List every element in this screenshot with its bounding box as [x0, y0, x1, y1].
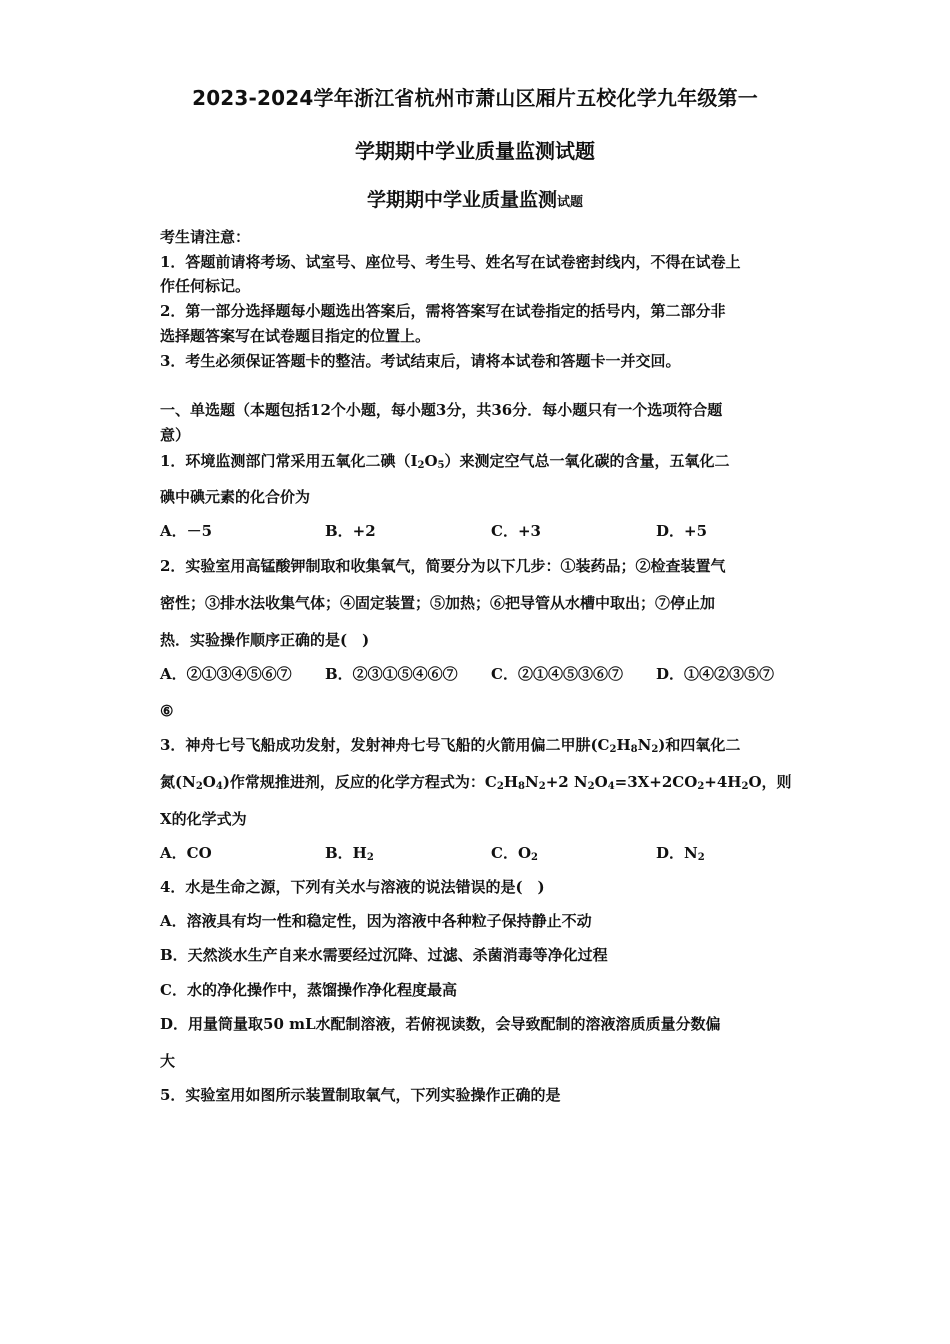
q2-option-d: D．①④②③⑤⑦ [656, 665, 775, 683]
q3-option-a: A．CO [160, 844, 212, 862]
q3-text-a [160, 734, 800, 756]
exam-title-line1: 2023-2024学年浙江省杭州市萧山区厢片五校化学九年级第一 [192, 86, 758, 110]
q1-option-b: B．+2 [325, 522, 376, 540]
q3-b-s8: 2 [697, 781, 705, 792]
q3-b-s1: 2 [195, 781, 203, 792]
q3-b-s3: 2 [496, 781, 504, 792]
q3-a-s1: 2 [609, 744, 617, 755]
q3-option-b-sub: 2 [366, 852, 374, 863]
q3-a4: )和四氧化二 [658, 736, 741, 754]
q3-b-s7: 4 [607, 781, 615, 792]
section1-heading-b: 意） [160, 426, 191, 444]
q2-text-a: 2．实验室用高锰酸钾制取和收集氧气，简要分为以下几步：①装药品；②检查装置气 [160, 557, 726, 575]
q3-b6: +2 N [545, 773, 588, 791]
q3-text-c: X的化学式为 [160, 810, 247, 828]
q2-option-c: C．②①④⑤③⑥⑦ [491, 665, 623, 683]
q2-text-b: 密性；③排水法收集气体；④固定装置；⑤加热；⑥把导管从水槽中取出；⑦停止加 [160, 594, 716, 612]
q4-option-c: C．水的净化操作中，蒸馏操作净化程度最高 [160, 981, 457, 999]
q3-a-s3: 2 [651, 744, 659, 755]
q3-a-s2: 8 [630, 744, 638, 755]
notice-item1-a: 1．答题前请将考场、试室号、座位号、考生号、姓名写在试卷密封线内，不得在试卷上 [160, 253, 741, 271]
q3-option-d [656, 842, 705, 864]
notice-item2-b: 选择题答案写在试卷题目指定的位置上。 [160, 327, 431, 345]
q3-option-d-sub: 2 [697, 852, 705, 863]
q1-option-c: C．+3 [491, 522, 541, 540]
notice-item1-b: 作任何标记。 [160, 277, 251, 295]
q1-text-a [160, 450, 800, 472]
q3-a2: H [616, 736, 631, 754]
q3-b-s5: 2 [538, 781, 546, 792]
q4-text: 4．水是生命之源，下列有关水与溶液的说法错误的是( ) [160, 878, 545, 896]
section1-heading-a: 一、单选题（本题包括12个小题，每小题3分，共36分．每小题只有一个选项符合题 [160, 401, 723, 419]
exam-title-line3-small: 试题 [557, 195, 584, 210]
q3-b2: O [202, 773, 216, 791]
q3-text-b [160, 771, 800, 793]
notice-item3: 3．考生必须保证答题卡的整洁。考试结束后，请将本试卷和答题卡一并交回。 [160, 352, 681, 370]
q3-a3: N [637, 736, 652, 754]
q3-b10: O，则 [748, 773, 792, 791]
exam-title-line2: 学期期中学业质量监测试题 [355, 139, 595, 163]
q4-option-a: A．溶液具有均一性和稳定性，因为溶液中各种粒子保持静止不动 [160, 912, 592, 930]
q1-text-a-part2: O [424, 452, 438, 470]
q3-option-b-text: B．H [325, 844, 367, 862]
exam-title-line3-main: 学期期中学业质量监测 [366, 189, 557, 211]
q1-option-d: D．+5 [656, 522, 708, 540]
q3-b9: +4H [704, 773, 742, 791]
q4-option-b: B．天然淡水生产自来水需要经过沉降、过滤、杀菌消毒等净化过程 [160, 946, 608, 964]
q3-b3: )作常规推进剂，反应的化学方程式为：C [222, 773, 497, 791]
q3-b5: N [525, 773, 539, 791]
notice-heading: 考生请注意： [160, 228, 251, 246]
q3-b-s2: 4 [215, 781, 223, 792]
exam-title-line3 [0, 186, 950, 217]
q3-b7: O [594, 773, 608, 791]
q1-text-b: 碘中碘元素的化合价为 [160, 488, 311, 506]
q1-text-a-part1: 1．环境监测部门常采用五氧化二碘（I [160, 452, 418, 470]
q3-option-b [325, 842, 374, 864]
q3-b-s6: 2 [587, 781, 595, 792]
q2-option-d-wrap: ⑥ [160, 702, 174, 720]
q1-sub2: 5 [437, 460, 445, 471]
q1-option-a: A．－5 [160, 522, 213, 540]
q4-option-d-a: D．用量筒量取50 mL水配制溶液，若俯视读数，会导致配制的溶液溶质质量分数偏 [160, 1015, 721, 1033]
q5-text: 5．实验室用如图所示装置制取氧气，下列实验操作正确的是 [160, 1086, 561, 1104]
q3-b4: H [503, 773, 519, 791]
q2-option-b: B．②③①⑤④⑥⑦ [325, 665, 458, 683]
q2-option-a: A．②①③④⑤⑥⑦ [160, 665, 292, 683]
q3-b-s4: 8 [518, 781, 525, 792]
q3-b8: =3X+2CO [614, 773, 698, 791]
q4-option-d-b: 大 [160, 1052, 176, 1070]
q3-a1: 3．神舟七号飞船成功发射，发射神舟七号飞船的火箭用偏二甲肼(C [160, 736, 610, 754]
q2-text-c: 热．实验操作顺序正确的是( ) [160, 631, 370, 649]
q1-sub1: 2 [417, 460, 425, 471]
q3-option-c [491, 842, 538, 864]
q3-option-d-text: D．N [656, 844, 698, 862]
q3-option-c-sub: 2 [531, 852, 538, 863]
q3-option-c-text: C．O [491, 844, 532, 862]
q3-b-s9: 2 [741, 781, 749, 792]
q1-text-a-part3: ）来测定空气总一氧化碳的含量，五氧化二 [444, 452, 730, 470]
q3-b1: 氮(N [160, 773, 196, 791]
notice-item2-a: 2．第一部分选择题每小题选出答案后，需将答案写在试卷指定的括号内，第二部分非 [160, 302, 726, 320]
